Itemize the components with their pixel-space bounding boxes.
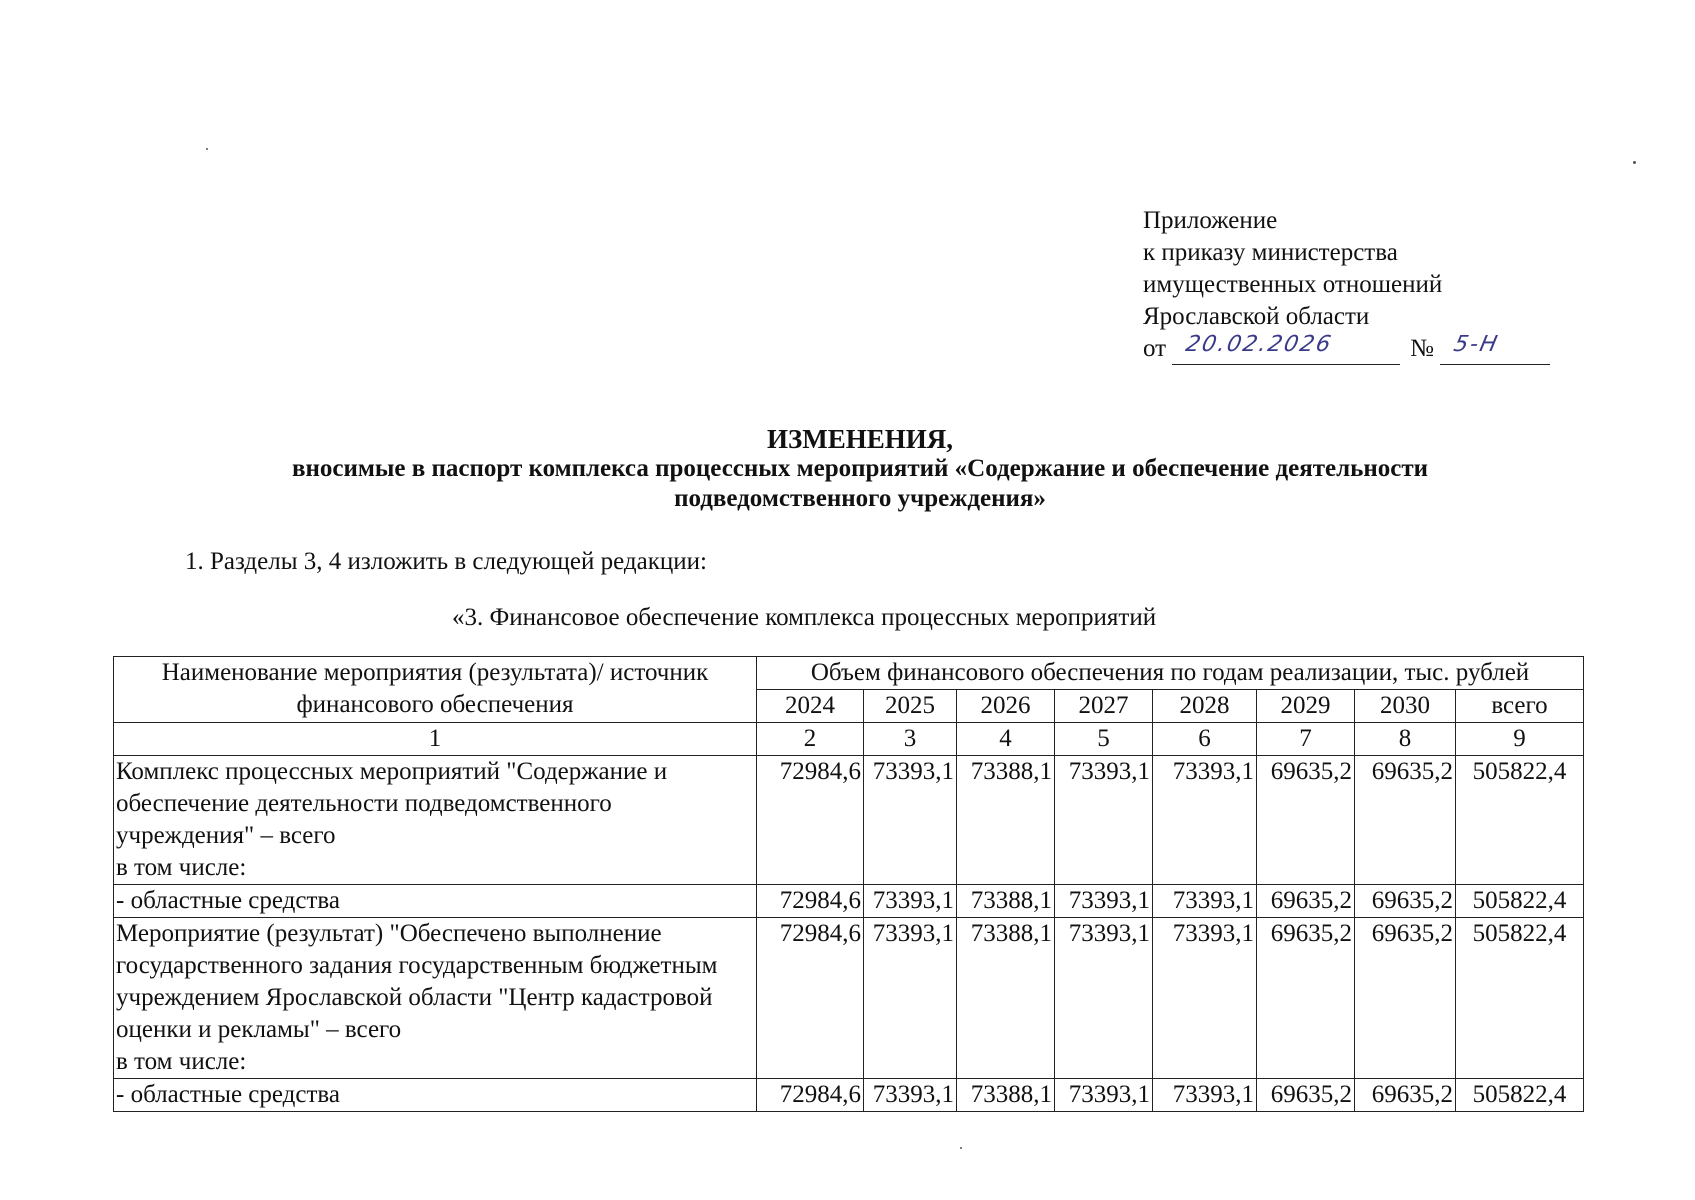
row-name: - областные средства (114, 885, 757, 918)
appendix-line-2: к приказу министерства (1143, 239, 1398, 266)
row-year-value: 72984,6 (757, 918, 864, 1079)
year-header: 2030 (1355, 690, 1456, 723)
appendix-line-4: Ярославской области (1143, 303, 1370, 330)
row-total-value: 505822,4 (1456, 756, 1584, 885)
row-year-value: 72984,6 (757, 1079, 864, 1112)
column-index: 5 (1055, 723, 1153, 756)
row-year-value: 72984,6 (757, 756, 864, 885)
heading-title: ИЗМЕНЕНИЯ, (766, 424, 953, 454)
heading-subtitle-line-1: вносимые в паспорт комплекса процессных мероприятий «Содержание и обеспечение деятельности (291, 455, 1429, 482)
table-header-row (114, 657, 1584, 690)
order-number-field (1440, 332, 1550, 365)
row-year-value: 73393,1 (1055, 918, 1153, 1079)
column-index: 3 (864, 723, 957, 756)
scan-speck (960, 1147, 962, 1149)
column-index: 4 (957, 723, 1055, 756)
row-year-value: 73393,1 (1055, 756, 1153, 885)
table-row (114, 885, 1584, 918)
row-year-value: 73393,1 (1055, 885, 1153, 918)
scan-speck (1633, 161, 1636, 164)
row-year-value: 73388,1 (957, 756, 1055, 885)
table-row (114, 756, 1584, 885)
header-year-group: Объем финансового обеспечения по годам реализации, тыс. рублей (757, 657, 1584, 690)
table-body (114, 756, 1584, 1112)
row-year-value: 73393,1 (1153, 756, 1257, 885)
row-year-value: 69635,2 (1355, 918, 1456, 1079)
year-header: 2024 (757, 690, 864, 723)
column-index: 2 (757, 723, 864, 756)
row-year-value: 73388,1 (957, 885, 1055, 918)
scan-speck (206, 148, 208, 150)
year-header: 2025 (864, 690, 957, 723)
table-row (114, 918, 1584, 1079)
order-date-number-row (1143, 333, 1550, 365)
total-header: всего (1456, 690, 1584, 723)
row-year-value: 69635,2 (1257, 756, 1355, 885)
order-number-handwritten: 5-Н (1451, 332, 1502, 357)
year-header: 2026 (957, 690, 1055, 723)
row-name: Комплекс процессных мероприятий "Содержание и обеспечение деятельности подведомственного учреждения" – всего в том числе: (114, 756, 757, 885)
appendix-line-3: имущественных отношений (1143, 271, 1443, 298)
column-index: 8 (1355, 723, 1456, 756)
number-label: № (1410, 335, 1434, 362)
appendix-line-1: Приложение (1143, 207, 1278, 234)
row-year-value: 69635,2 (1257, 1079, 1355, 1112)
row-year-value: 73393,1 (1153, 885, 1257, 918)
row-year-value: 69635,2 (1355, 756, 1456, 885)
row-year-value: 73393,1 (864, 756, 957, 885)
section-title: «3. Финансовое обеспечение комплекса процессных мероприятий (452, 604, 1157, 631)
row-year-value: 72984,6 (757, 885, 864, 918)
column-index: 7 (1257, 723, 1355, 756)
column-index-row (114, 723, 1584, 756)
financing-table (113, 656, 1584, 1112)
heading-subtitle-line-2: подведомственного учреждения» (674, 485, 1046, 512)
row-year-value: 73393,1 (864, 1079, 957, 1112)
row-total-value: 505822,4 (1456, 885, 1584, 918)
row-total-value: 505822,4 (1456, 918, 1584, 1079)
order-date-field (1172, 332, 1400, 365)
row-year-value: 69635,2 (1257, 885, 1355, 918)
order-date-handwritten: 20.02.2026 (1183, 332, 1335, 357)
year-header: 2028 (1153, 690, 1257, 723)
row-name: Мероприятие (результат) "Обеспечено выполнение государственного задания государственным бюджетным учреждением Ярославской области "Центр кадастровой оценки и рекламы" – всего в том числе: (114, 918, 757, 1079)
year-header: 2029 (1257, 690, 1355, 723)
column-index: 1 (114, 723, 757, 756)
row-year-value: 69635,2 (1355, 885, 1456, 918)
row-year-value: 69635,2 (1355, 1079, 1456, 1112)
row-year-value: 73393,1 (1153, 918, 1257, 1079)
row-year-value: 73393,1 (864, 918, 957, 1079)
appendix-block (1143, 205, 1550, 365)
row-year-value: 73393,1 (1153, 1079, 1257, 1112)
row-year-value: 73393,1 (864, 885, 957, 918)
document-heading (130, 424, 1590, 514)
row-year-value: 69635,2 (1257, 918, 1355, 1079)
row-name: - областные средства (114, 1079, 757, 1112)
row-year-value: 73388,1 (957, 1079, 1055, 1112)
row-total-value: 505822,4 (1456, 1079, 1584, 1112)
paragraph-1: 1. Разделы 3, 4 изложить в следующей редакции: (185, 548, 707, 575)
row-year-value: 73388,1 (957, 918, 1055, 1079)
header-name-column: Наименование мероприятия (результата)/ источник финансового обеспечения (114, 657, 757, 723)
from-label: от (1143, 335, 1167, 362)
year-header: 2027 (1055, 690, 1153, 723)
table-row (114, 1079, 1584, 1112)
column-index: 9 (1456, 723, 1584, 756)
row-year-value: 73393,1 (1055, 1079, 1153, 1112)
column-index: 6 (1153, 723, 1257, 756)
